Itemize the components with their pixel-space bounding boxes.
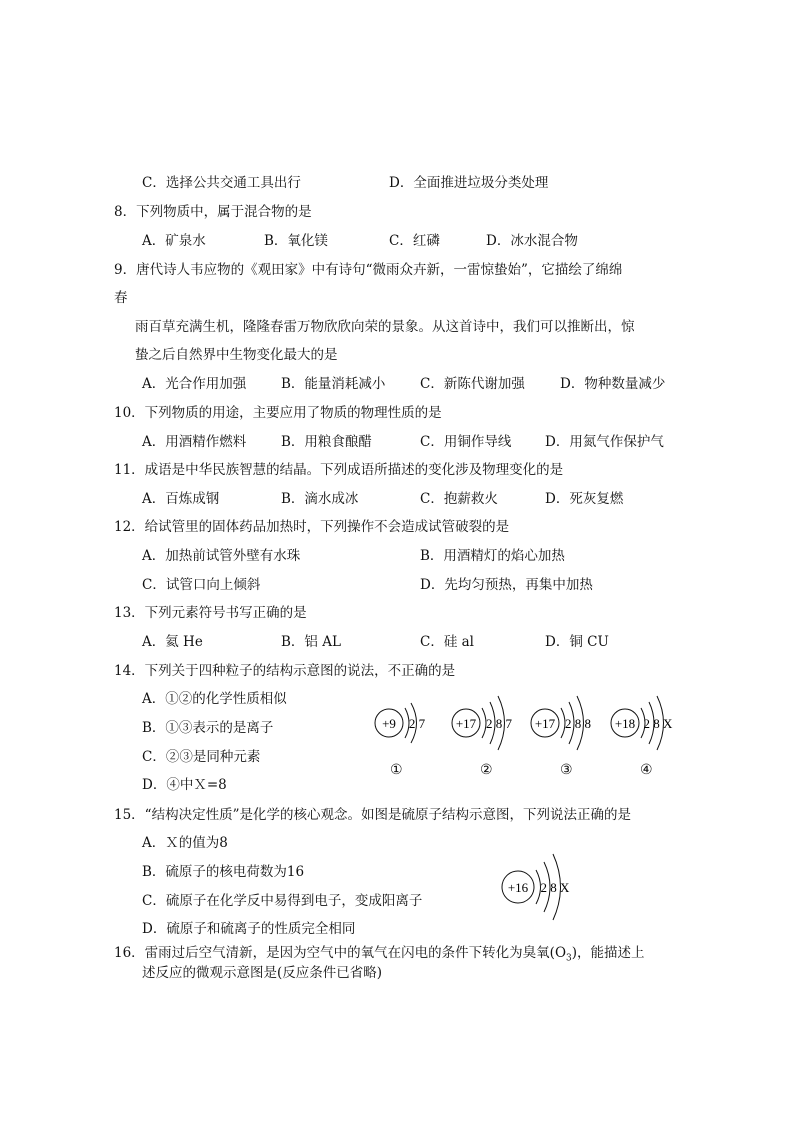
q8-option-a: A．矿泉水 — [142, 233, 206, 249]
q11-option-c: C．抱薪救火 — [420, 491, 498, 507]
nucleus-charge: +16 — [507, 880, 529, 895]
atom-caption-3: ③ — [560, 762, 573, 778]
q9-option-d: D．物种数量减少 — [560, 376, 666, 392]
q9-stem-line1-wrap: 春 — [114, 290, 128, 306]
q15-option-d: D．硫原子和硫离子的性质完全相同 — [142, 921, 356, 937]
q15-option-c: C．硫原子在化学反中易得到电子，变成阳离子 — [142, 893, 423, 909]
q10-stem: 10．下列物质的用途，主要应用了物质的物理性质的是 — [114, 405, 442, 421]
q16-subscript: 3 — [566, 953, 572, 964]
q16-stem-text-end: )，能描述上 — [571, 945, 645, 961]
q14-option-d: D．④中Ｘ=8 — [142, 777, 227, 793]
q7-option-c: C．选择公共交通工具出行 — [142, 175, 301, 191]
nucleus-charge: +18 — [614, 716, 636, 731]
q11-stem: 11．成语是中华民族智慧的结晶。下列成语所描述的变化涉及物理变化的是 — [114, 462, 564, 478]
nucleus-charge: +9 — [382, 716, 396, 731]
q14-option-b: B．①③表示的是离子 — [142, 720, 274, 736]
q10-option-b: B．用粮食酿醋 — [281, 434, 372, 450]
nucleus-charge: +17 — [455, 716, 477, 731]
q14-stem: 14．下列关于四种粒子的结构示意图的说法，不正确的是 — [114, 663, 456, 679]
q11-option-b: B．滴水成冰 — [281, 491, 359, 507]
q12-option-d: D．先均匀预热，再集中加热 — [420, 577, 593, 593]
q7-option-d: D．全面推进垃圾分类处理 — [389, 175, 549, 191]
q9-stem-line1: 9．唐代诗人韦应物的《观田家》中有诗句“微雨众卉新，一雷惊蛰始”，它描绘了绵绵 — [114, 262, 623, 278]
q8-option-c: C．红磷 — [389, 233, 440, 249]
q10-option-c: C．用铜作导线 — [420, 434, 512, 450]
q16-stem-text: 16．雷雨过后空气清新，是因为空气中的氧气在闪电的条件下转化为臭氧(O — [114, 945, 567, 961]
electron-shell-numbers: 2 7 — [408, 716, 426, 731]
q15-option-b: B．硫原子的核电荷数为16 — [142, 864, 305, 880]
q13-option-d: D．铜 CU — [545, 634, 609, 650]
q9-stem-line3: 蛰之后自然界中生物变化最大的是 — [135, 347, 338, 363]
atom-caption-1: ① — [390, 762, 403, 778]
atom-diagram-4 — [608, 690, 688, 758]
q9-option-a: A．光合作用加强 — [142, 376, 247, 392]
q12-stem: 12．给试管里的固体药品加热时，下列操作不会造成试管破裂的是 — [114, 519, 510, 535]
electron-shell-numbers: 2 8 X — [540, 880, 570, 895]
q11-option-d: D．死灰复燃 — [545, 491, 624, 507]
atom-caption-4: ④ — [640, 762, 653, 778]
q10-option-d: D．用氮气作保护气 — [545, 434, 664, 450]
q12-option-b: B．用酒精灯的焰心加热 — [420, 548, 565, 564]
q15-option-a: A．Ｘ的值为8 — [142, 835, 228, 851]
sulfur-atom-diagram — [498, 849, 588, 929]
atom-diagram-3 — [528, 690, 608, 758]
q9-option-c: C．新陈代谢加强 — [420, 376, 525, 392]
q16-stem-line2: 述反应的微观示意图是(反应条件已省略) — [142, 965, 383, 981]
q8-stem: 8．下列物质中，属于混合物的是 — [114, 204, 312, 220]
q8-option-d: D．冰水混合物 — [486, 233, 578, 249]
atom-diagram-2 — [449, 690, 529, 758]
electron-shell-numbers: 2 8 X — [643, 716, 673, 731]
q8-option-b: B．氧化镁 — [264, 233, 328, 249]
q14-option-c: C．②③是同种元素 — [142, 749, 261, 765]
q11-option-a: A．百炼成钢 — [142, 491, 220, 507]
q15-stem: 15．“结构决定性质”是化学的核心观念。如图是硫原子结构示意图，下列说法正确的是 — [114, 807, 631, 823]
atom-diagram-1 — [372, 692, 442, 756]
q9-stem-line2: 雨百草充满生机，隆隆春雷万物欣欣向荣的景象。从这首诗中，我们可以推断出，惊 — [135, 319, 635, 335]
electron-shell-numbers: 2 8 8 — [565, 716, 591, 731]
q13-option-b: B．铝 AL — [281, 634, 341, 650]
q13-option-a: A．氦 He — [142, 634, 203, 650]
q9-option-b: B．能量消耗减小 — [281, 376, 386, 392]
electron-shell-numbers: 2 8 7 — [486, 716, 512, 731]
q10-option-a: A．用酒精作燃料 — [142, 434, 247, 450]
q13-option-c: C．硅 al — [420, 634, 474, 650]
q12-option-a: A．加热前试管外壁有水珠 — [142, 548, 301, 564]
q14-option-a: A．①②的化学性质相似 — [142, 691, 287, 707]
q12-option-c: C．试管口向上倾斜 — [142, 577, 261, 593]
nucleus-charge: +17 — [534, 716, 556, 731]
q13-stem: 13．下列元素符号书写正确的是 — [114, 605, 307, 621]
atom-caption-2: ② — [480, 762, 493, 778]
